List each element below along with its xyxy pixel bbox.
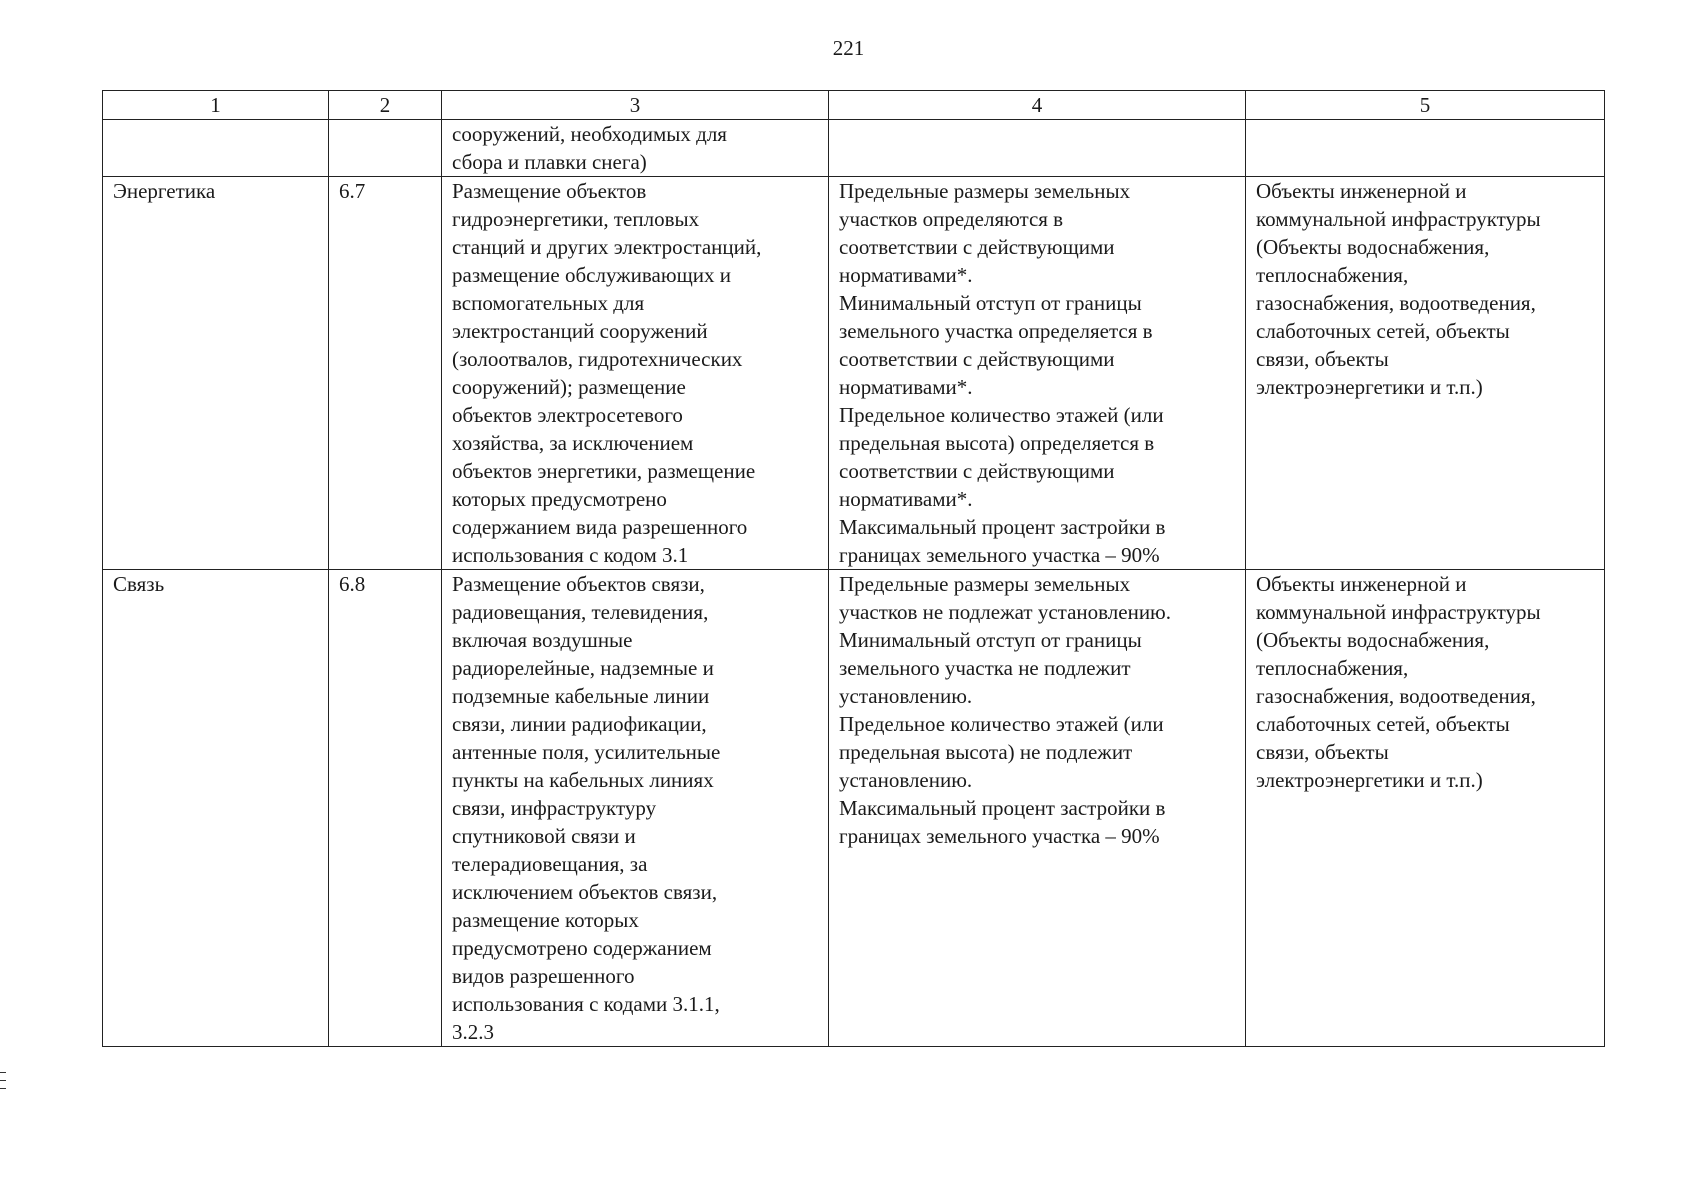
- header-col-5: 5: [1246, 91, 1605, 120]
- cell-text-line: связи, объекты: [1256, 347, 1389, 371]
- cell-text-line: Максимальный процент застройки в: [839, 515, 1166, 539]
- scan-mark: [0, 1088, 6, 1089]
- cell-text-line: теплоснабжения,: [1256, 656, 1409, 680]
- parameters-cell: [829, 120, 1246, 177]
- cell-text-line: Размещение объектов: [452, 179, 647, 203]
- cell-text-line: содержанием вида разрешенного: [452, 515, 748, 539]
- cell-text-line: Предельное количество этажей (или: [839, 403, 1164, 427]
- auxiliary-objects-cell: [1246, 120, 1605, 177]
- cell-text-line: предусмотрено содержанием: [452, 936, 712, 960]
- cell-text-line: предельная высота) определяется в: [839, 431, 1155, 455]
- cell-text-line: объектов энергетики, размещение: [452, 459, 756, 483]
- cell-text-line: Минимальный отступ от границы: [839, 291, 1142, 315]
- cell-text-line: связи, объекты: [1256, 740, 1389, 764]
- cell-text-line: газоснабжения, водоотведения,: [1256, 684, 1536, 708]
- cell-text-line: вспомогательных для: [452, 291, 645, 315]
- cell-text-line: электроэнергетики и т.п.): [1256, 375, 1483, 399]
- cell-text-line: (Объекты водоснабжения,: [1256, 235, 1490, 259]
- code-cell: [329, 570, 442, 1047]
- auxiliary-objects-cell: [1246, 570, 1605, 1047]
- cell-text-line: соответствии с действующими: [839, 459, 1115, 483]
- name-cell: [103, 120, 329, 177]
- cell-text-line: 6.8: [339, 572, 366, 596]
- cell-text-line: земельного участка не подлежит: [839, 656, 1131, 680]
- cell-text-line: границах земельного участка – 90%: [839, 824, 1160, 848]
- cell-text-line: 6.7: [339, 179, 366, 203]
- cell-text-line: хозяйства, за исключением: [452, 431, 694, 455]
- cell-text-line: участков определяются в: [839, 207, 1064, 231]
- cell-text-line: использования с кодом 3.1: [452, 543, 689, 567]
- cell-text-line: которых предусмотрено: [452, 487, 667, 511]
- cell-text-line: Максимальный процент застройки в: [839, 796, 1166, 820]
- cell-text-line: спутниковой связи и: [452, 824, 636, 848]
- cell-text-line: участков не подлежат установлению.: [839, 600, 1171, 624]
- cell-text-line: соответствии с действующими: [839, 235, 1115, 259]
- header-col-4: 4: [829, 91, 1246, 120]
- cell-text-line: гидроэнергетики, тепловых: [452, 207, 700, 231]
- table-body: [103, 120, 1605, 1047]
- cell-text-line: видов разрешенного: [452, 964, 635, 988]
- cell-text-line: Энергетика: [113, 179, 216, 203]
- table-row: [103, 177, 1605, 570]
- name-cell: [103, 177, 329, 570]
- header-col-1: 1: [103, 91, 329, 120]
- cell-text-line: нормативами*.: [839, 375, 973, 399]
- scan-mark: [0, 1072, 6, 1073]
- cell-text-line: Объекты инженерной и: [1256, 572, 1467, 596]
- page-number: 221: [832, 36, 865, 60]
- cell-text-line: исключением объектов связи,: [452, 880, 718, 904]
- name-cell: [103, 570, 329, 1047]
- cell-text-line: объектов электросетевого: [452, 403, 683, 427]
- cell-text-line: Связь: [113, 572, 165, 596]
- cell-text-line: соответствии с действующими: [839, 347, 1115, 371]
- cell-text-line: Предельные размеры земельных: [839, 179, 1131, 203]
- parameters-cell: [829, 570, 1246, 1047]
- cell-text-line: нормативами*.: [839, 487, 973, 511]
- cell-text-line: газоснабжения, водоотведения,: [1256, 291, 1536, 315]
- cell-text-line: Размещение объектов связи,: [452, 572, 705, 596]
- land-use-table: [102, 90, 1605, 1047]
- cell-text-line: нормативами*.: [839, 263, 973, 287]
- cell-text-line: границах земельного участка – 90%: [839, 543, 1160, 567]
- cell-text-line: использования с кодами 3.1.1,: [452, 992, 720, 1016]
- cell-text-line: установлению.: [839, 768, 973, 792]
- cell-text-line: радиовещания, телевидения,: [452, 600, 709, 624]
- cell-text-line: земельного участка определяется в: [839, 319, 1153, 343]
- cell-text-line: подземные кабельные линии: [452, 684, 710, 708]
- cell-text-line: предельная высота) не подлежит: [839, 740, 1133, 764]
- cell-text-line: пункты на кабельных линиях: [452, 768, 714, 792]
- cell-text-line: включая воздушные: [452, 628, 633, 652]
- cell-text-line: Предельные размеры земельных: [839, 572, 1131, 596]
- header-col-2: 2: [329, 91, 442, 120]
- cell-text-line: сооружений, необходимых для: [452, 122, 727, 146]
- cell-text-line: размещение которых: [452, 908, 639, 932]
- cell-text-line: сбора и плавки снега): [452, 150, 647, 174]
- cell-text-line: слаботочных сетей, объекты: [1256, 712, 1510, 736]
- auxiliary-objects-cell: [1246, 177, 1605, 570]
- cell-text-line: сооружений); размещение: [452, 375, 686, 399]
- cell-text-line: 3.2.3: [452, 1020, 494, 1044]
- cell-text-line: (Объекты водоснабжения,: [1256, 628, 1490, 652]
- cell-text-line: установлению.: [839, 684, 973, 708]
- description-cell: [442, 120, 829, 177]
- cell-text-line: коммунальной инфраструктуры: [1256, 207, 1541, 231]
- cell-text-line: размещение обслуживающих и: [452, 263, 731, 287]
- cell-text-line: станций и других электростанций,: [452, 235, 762, 259]
- scan-mark: [0, 1080, 6, 1081]
- parameters-cell: [829, 177, 1246, 570]
- code-cell: [329, 120, 442, 177]
- table-header-row: [103, 91, 1605, 120]
- cell-text-line: связи, инфраструктуру: [452, 796, 657, 820]
- cell-text-line: Минимальный отступ от границы: [839, 628, 1142, 652]
- description-cell: [442, 177, 829, 570]
- cell-text-line: антенные поля, усилительные: [452, 740, 721, 764]
- cell-text-line: Предельное количество этажей (или: [839, 712, 1164, 736]
- cell-text-line: слаботочных сетей, объекты: [1256, 319, 1510, 343]
- cell-text-line: электроэнергетики и т.п.): [1256, 768, 1483, 792]
- cell-text-line: (золоотвалов, гидротехнических: [452, 347, 743, 371]
- code-cell: [329, 177, 442, 570]
- cell-text-line: теплоснабжения,: [1256, 263, 1409, 287]
- cell-text-line: Объекты инженерной и: [1256, 179, 1467, 203]
- table-row: [103, 570, 1605, 1047]
- cell-text-line: телерадиовещания, за: [452, 852, 648, 876]
- cell-text-line: радиорелейные, надземные и: [452, 656, 714, 680]
- table-row: [103, 120, 1605, 177]
- cell-text-line: электростанций сооружений: [452, 319, 708, 343]
- header-col-3: 3: [442, 91, 829, 120]
- cell-text-line: связи, линии радиофикации,: [452, 712, 707, 736]
- description-cell: [442, 570, 829, 1047]
- cell-text-line: коммунальной инфраструктуры: [1256, 600, 1541, 624]
